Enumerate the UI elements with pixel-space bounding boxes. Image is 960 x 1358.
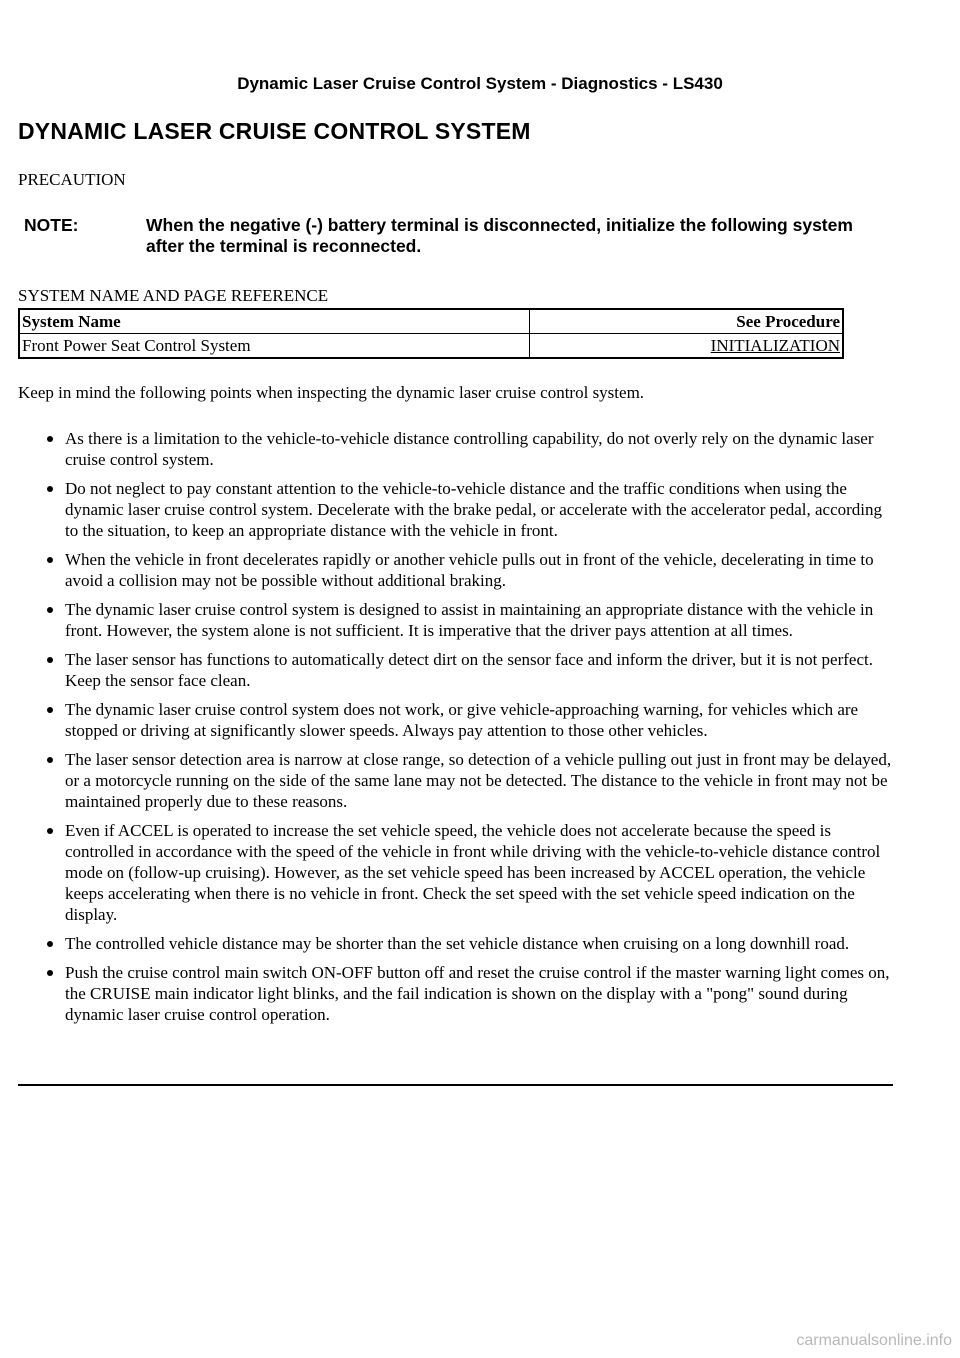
table-heading: SYSTEM NAME AND PAGE REFERENCE: [18, 286, 329, 305]
bullet-icon: [47, 941, 53, 947]
bullet-icon: [47, 607, 53, 613]
note-text: When the negative (-) battery terminal is disconnected, initialize the following system after the terminal is reconnected.: [146, 215, 853, 256]
watermark: carmanualsonline.info: [796, 1332, 952, 1349]
bullet-icon: [47, 436, 53, 442]
list-item-text: As there is a limitation to the vehicle-to-vehicle distance controlling capability, do not overly rely on the dynamic laser cruise control system.: [65, 429, 874, 469]
list-item-text: The dynamic laser cruise control system is designed to assist in maintaining an appropriate distance with the vehicle in front. However, the system alone is not sufficient. It is imperative that the driver pays attention at all times.: [65, 600, 874, 640]
list-item-text: Even if ACCEL is operated to increase the set vehicle speed, the vehicle does not accelerate because the speed is controlled in accordance with the speed of the vehicle in front while driving with the vehicle-to-vehicle distance control mode on (follow-up cruising). However, as the set vehicle speed has been increased by ACCEL operation, the vehicle keeps accelerating when there is no vehicle in front. Check the set speed with the set vehicle speed indication on the display.: [65, 821, 881, 924]
system-reference-table: [18, 308, 844, 359]
list-item: [18, 549, 893, 591]
bullet-icon: [47, 970, 53, 976]
column-header-system-name: System Name: [19, 309, 530, 334]
list-item: [18, 962, 893, 1025]
section-heading-precaution: PRECAUTION: [18, 170, 126, 189]
note-label: NOTE:: [24, 215, 79, 235]
list-item-text: The controlled vehicle distance may be shorter than the set vehicle distance when cruising on a long downhill road.: [65, 934, 850, 953]
bullet-icon: [47, 557, 53, 563]
list-item: [18, 749, 893, 812]
intro-paragraph: Keep in mind the following points when inspecting the dynamic laser cruise control system.: [18, 383, 645, 402]
footer-divider: [18, 1084, 893, 1086]
list-item: [18, 933, 893, 954]
list-item: [18, 599, 893, 641]
bullet-icon: [47, 828, 53, 834]
initialization-link[interactable]: INITIALIZATION: [710, 335, 840, 355]
bullet-icon: [47, 486, 53, 492]
list-item-text: The laser sensor detection area is narrow at close range, so detection of a vehicle pulling out just in front may be delayed, or a motorcycle running on the side of the same lane may not be detected. The distance to the vehicle in front may not be maintained properly due to these reasons.: [65, 750, 892, 811]
list-item: [18, 428, 893, 470]
precaution-points-list: [18, 428, 893, 1033]
list-item-text: The laser sensor has functions to automatically detect dirt on the sensor face and inform the driver, but it is not perfect. Keep the sensor face clean.: [65, 650, 873, 690]
bullet-icon: [47, 707, 53, 713]
page-header-title: Dynamic Laser Cruise Control System - Diagnostics - LS430: [237, 74, 723, 93]
table-row: [19, 334, 843, 359]
bullet-icon: [47, 657, 53, 663]
list-item-text: Push the cruise control main switch ON-OFF button off and reset the cruise control if the master warning light comes on, the CRUISE main indicator light blinks, and the fail indication is shown on the display with a "pong" sound during dynamic laser cruise control operation.: [65, 963, 890, 1024]
list-item: [18, 478, 893, 541]
list-item: [18, 649, 893, 691]
column-header-see-procedure: See Procedure: [530, 309, 844, 334]
list-item: [18, 820, 893, 925]
list-item: [18, 699, 893, 741]
list-item-text: Do not neglect to pay constant attention to the vehicle-to-vehicle distance and the traffic conditions when using the dynamic laser cruise control system. Decelerate with the brake pedal, or accelerate with the accelerator pedal, according to the situation, to keep an appropriate distance with the vehicle in front.: [65, 479, 883, 540]
cell-procedure: [530, 334, 844, 359]
bullet-icon: [47, 757, 53, 763]
list-item-text: The dynamic laser cruise control system does not work, or give vehicle-approaching warning, for vehicles which are stopped or driving at significantly slower speeds. Always pay attention to those other vehicles.: [65, 700, 859, 740]
document-title: DYNAMIC LASER CRUISE CONTROL SYSTEM: [18, 118, 531, 144]
list-item-text: When the vehicle in front decelerates rapidly or another vehicle pulls out in front of the vehicle, decelerating in time to avoid a collision may not be possible without additional braking.: [65, 550, 874, 590]
table-header-row: [19, 309, 843, 334]
cell-system-name: Front Power Seat Control System: [19, 334, 530, 359]
